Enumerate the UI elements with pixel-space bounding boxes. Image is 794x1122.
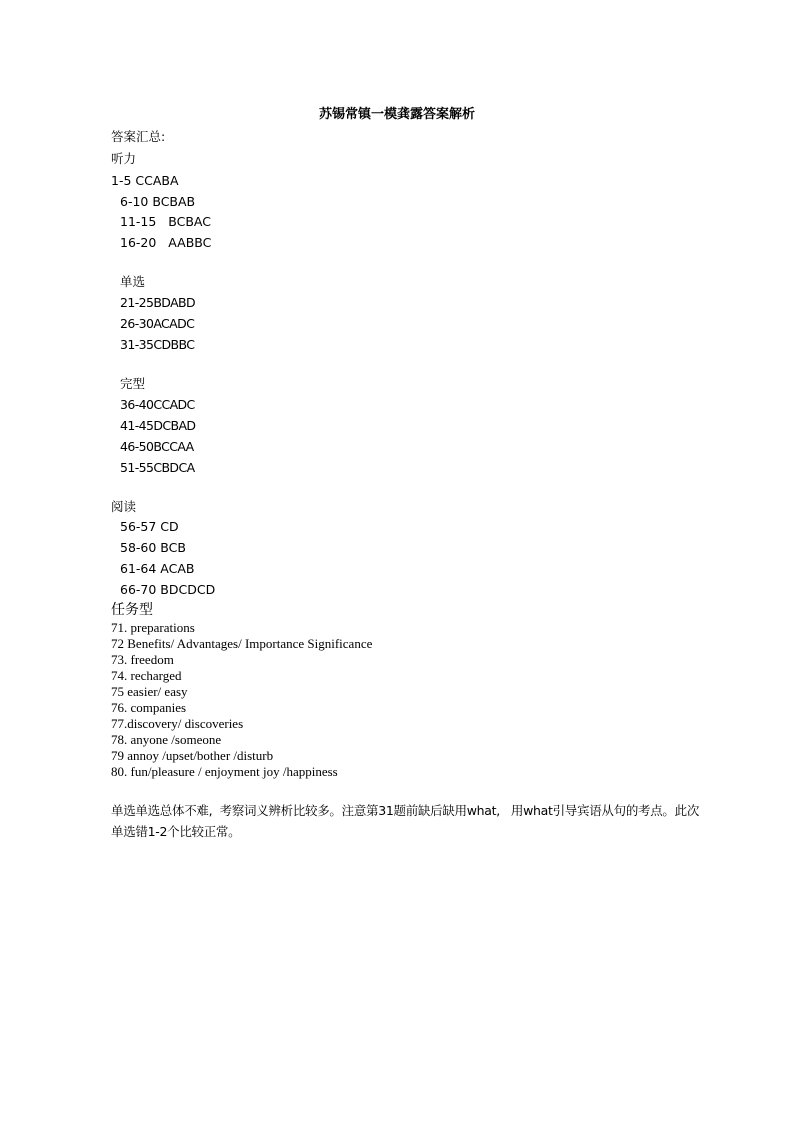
listening-answer: 1-5 CCABA xyxy=(111,173,179,188)
single-choice-answer: 31-35CDBBC xyxy=(120,337,195,352)
task-answer: 71. preparations xyxy=(111,620,195,635)
document-title: 苏锡常镇一模龚露答案解析 xyxy=(318,107,475,122)
reading-heading: 阅读 xyxy=(111,499,137,514)
analysis-note-line: 单选单选总体不难, 考察词义辨析比较多。注意第31题前缺后缺用what, 用what引导宾语从句的考点。此次 xyxy=(111,803,700,818)
cloze-answer: 51-55CBDCA xyxy=(120,460,195,475)
reading-answer: 66-70 BDCDCD xyxy=(120,582,216,597)
reading-answer: 58-60 BCB xyxy=(120,540,186,555)
task-answer: 80. fun/pleasure / enjoyment joy /happiness xyxy=(111,764,338,779)
cloze-answer: 41-45DCBAD xyxy=(120,418,196,433)
task-answer: 77.discovery/ discoveries xyxy=(111,716,244,731)
task-answer: 75 easier/ easy xyxy=(111,684,188,699)
single-choice-answer: 26-30ACADC xyxy=(120,316,195,331)
task-answer: 73. freedom xyxy=(111,652,174,667)
analysis-note-line: 单选错1-2个比较正常。 xyxy=(111,824,241,839)
summary-label: 答案汇总: xyxy=(111,129,166,144)
task-answer: 76. companies xyxy=(111,700,187,715)
cloze-answer: 46-50BCCAA xyxy=(120,439,194,454)
task-answer: 72 Benefits/ Advantages/ Importance Significance xyxy=(111,636,373,651)
reading-answer: 61-64 ACAB xyxy=(120,561,195,576)
listening-heading: 听力 xyxy=(111,151,137,166)
analysis-note xyxy=(111,800,701,842)
task-answer: 74. recharged xyxy=(111,668,182,683)
single-choice-answer: 21-25BDABD xyxy=(120,295,196,310)
task-answer: 79 annoy /upset/bother /disturb xyxy=(111,748,274,763)
listening-answer: 11-15 BCBAC xyxy=(120,214,211,229)
reading-answer: 56-57 CD xyxy=(120,519,179,534)
single-choice-heading: 单选 xyxy=(120,274,146,289)
task-heading: 任务型 xyxy=(111,602,153,618)
cloze-answer: 36-40CCADC xyxy=(120,397,195,412)
listening-answer: 16-20 AABBC xyxy=(120,235,212,250)
listening-answer: 6-10 BCBAB xyxy=(120,194,196,209)
task-answer: 78. anyone /someone xyxy=(111,732,222,747)
cloze-heading: 完型 xyxy=(120,376,146,391)
